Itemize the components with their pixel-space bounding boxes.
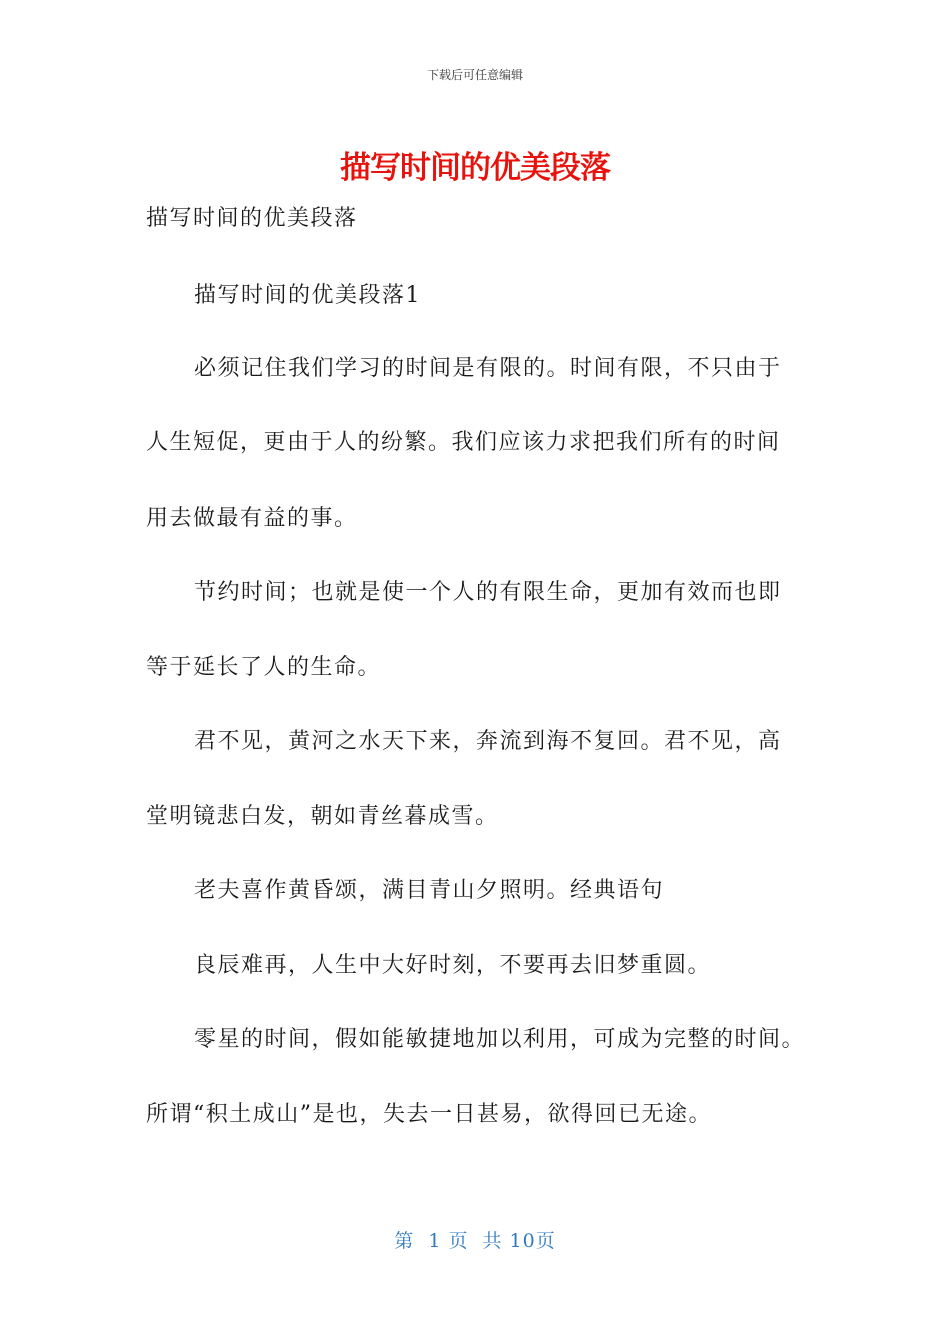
document-title: 描写时间的优美段落	[340, 150, 610, 186]
paragraph-line: 必须记住我们学习的时间是有限的。时间有限，不只由于	[194, 356, 782, 381]
paragraph-line: 君不见，黄河之水天下来，奔流到海不复回。君不见，高	[194, 729, 782, 754]
header-note: 下载后可任意编辑	[426, 68, 523, 82]
paragraph-line: 等于延长了人的生命。	[146, 655, 382, 680]
paragraph-line: 良辰难再，人生中大好时刻，不要再去旧梦重圆。	[194, 953, 712, 978]
subtitle-line: 描写时间的优美段落	[146, 206, 358, 231]
section-heading: 描写时间的优美段落1	[194, 283, 421, 308]
paragraph-line: 人生短促，更由于人的纷繁。我们应该力求把我们所有的时间	[146, 430, 781, 455]
paragraph-line: 所谓“积土成山”是也，失去一日甚易，欲得回已无途。	[146, 1102, 712, 1127]
paragraph-line: 零星的时间，假如能敏捷地加以利用，可成为完整的时间。	[194, 1027, 806, 1052]
paragraph-line: 堂明镜悲白发，朝如青丝暮成雪。	[146, 804, 499, 829]
paragraph-line: 老夫喜作黄昏颂，满目青山夕照明。经典语句	[194, 878, 665, 903]
paragraph-line: 用去做最有益的事。	[146, 506, 358, 531]
page-footer: 第 1 页 共 10页	[394, 1230, 556, 1252]
paragraph-line: 节约时间；也就是使一个人的有限生命，更加有效而也即	[194, 580, 782, 605]
